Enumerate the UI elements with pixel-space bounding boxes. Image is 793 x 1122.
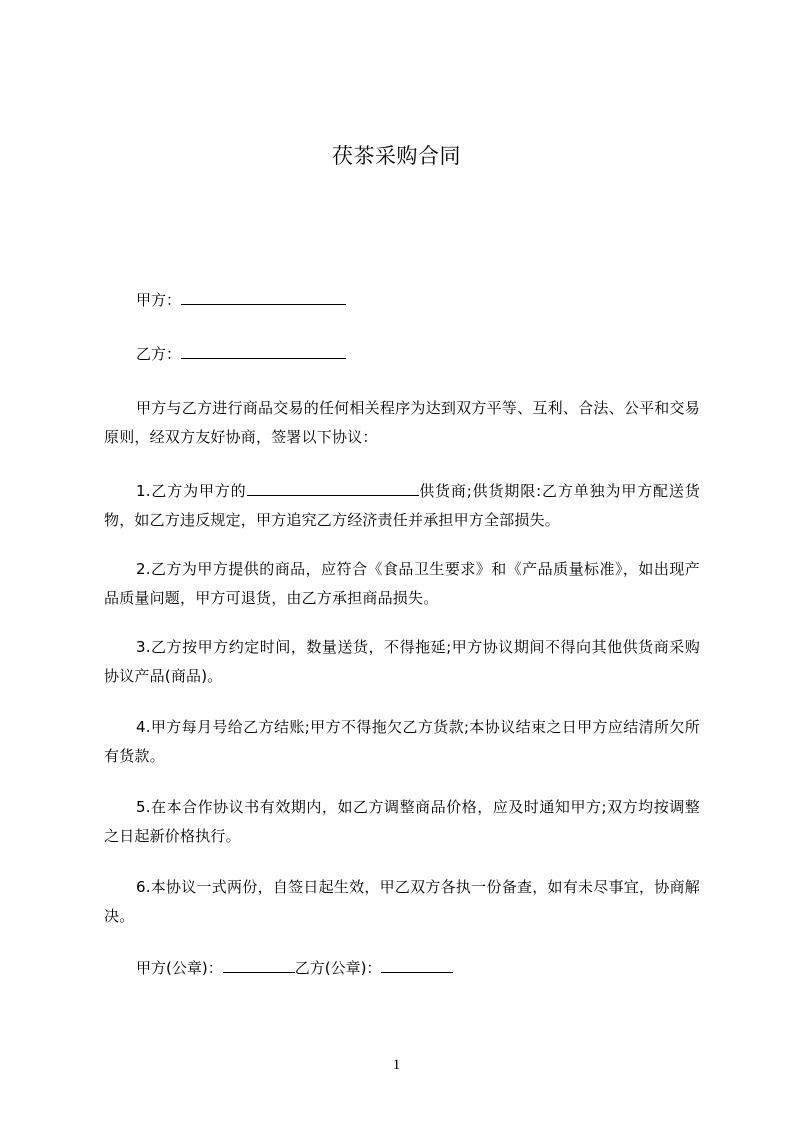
clause-3: 3.乙方按甲方约定时间，数量送货，不得拖延;甲方协议期间不得向其他供货商采购协议产品(商品)。 [104, 638, 700, 685]
clause-2: 2.乙方为甲方提供的商品，应符合《食品卫生要求》和《产品质量标准》，如出现产品质量问题，甲方可退货，由乙方承担商品损失。 [104, 560, 700, 607]
clause-1-blank [247, 481, 419, 496]
party-b-blank [181, 344, 346, 359]
clause-5: 5.在本合作协议书有效期内，如乙方调整商品价格，应及时通知甲方;双方均按调整之日起新价格执行。 [104, 798, 700, 845]
sign-a-blank [223, 958, 295, 973]
party-a-label: 甲方： [136, 291, 182, 309]
intro-paragraph: 甲方与乙方进行商品交易的任何相关程序为达到双方平等、互利、合法、公平和交易原则，经双方友好协商，签署以下协议： [104, 399, 700, 446]
document-title: 茯茶采购合同 [332, 144, 461, 168]
clause-1-after: 供货商;供货期限:乙方单独为甲方配送货物，如乙方违反规定，甲方追究乙方经济责任并承担甲方全部损失。 [104, 482, 700, 529]
clause-1-before: 1.乙方为甲方的 [136, 482, 247, 500]
sign-b-blank [381, 958, 453, 973]
clause-1 [104, 477, 700, 535]
party-b-label: 乙方： [136, 345, 182, 363]
page-number: 1 [392, 1057, 401, 1073]
clause-4: 4.甲方每月号给乙方结账;甲方不得拖欠乙方货款;本协议结束之日甲方应结清所欠所有货款。 [104, 718, 700, 765]
signature-line [136, 958, 453, 978]
party-a-blank [181, 290, 346, 305]
party-b-line [136, 344, 346, 364]
sign-b-label: 乙方(公章)： [294, 959, 382, 977]
clause-6: 6.本协议一式两份，自签日起生效，甲乙双方各执一份备查，如有未尽事宜，协商解决。 [104, 878, 700, 925]
party-a-line [136, 290, 346, 310]
sign-a-label: 甲方(公章)： [136, 959, 223, 977]
